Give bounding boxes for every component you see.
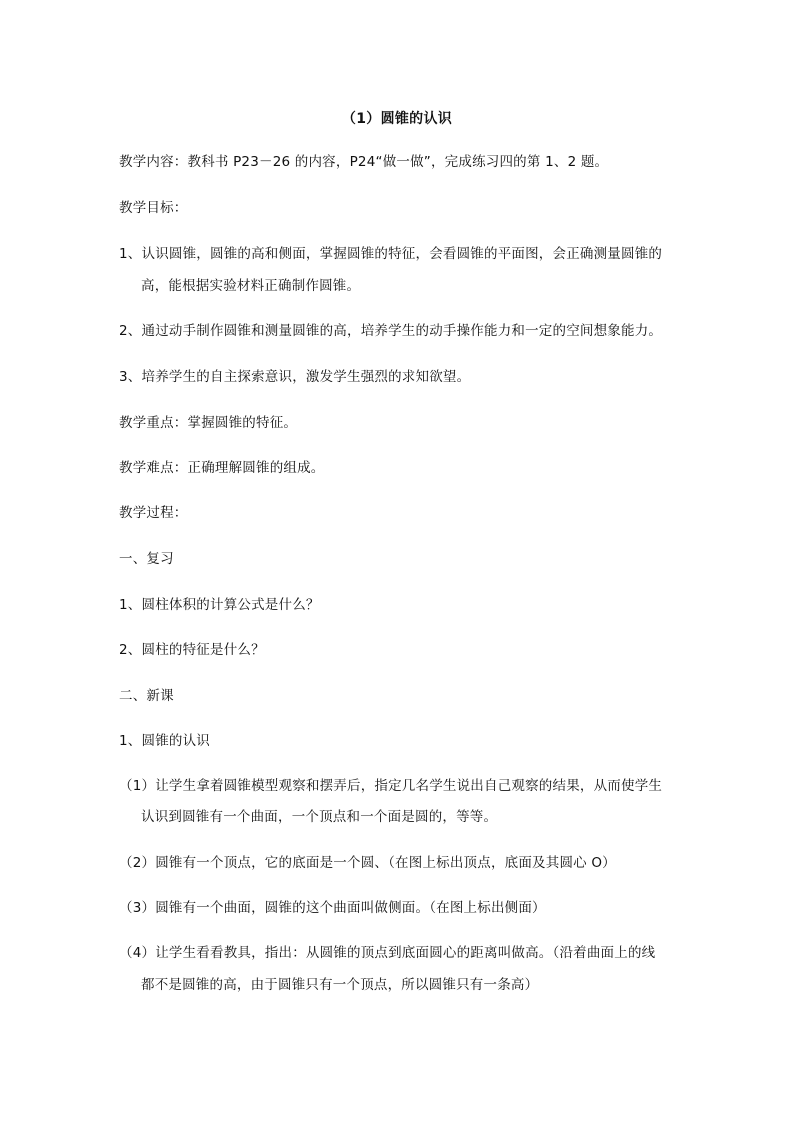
step-4-line-2: 都不是圆锥的高，由于圆锥只有一个顶点，所以圆锥只有一条高） <box>141 977 539 993</box>
new-lesson-heading: 二、新课 <box>119 688 174 704</box>
step-4-line-1: （4）让学生看看教具，指出：从圆锥的顶点到底面圆心的距离叫做高。（沿着曲面上的线 <box>119 945 656 961</box>
goal-3: 3、培养学生的自主探索意识，激发学生强烈的求知欲望。 <box>119 369 471 385</box>
process-heading: 教学过程： <box>119 505 188 521</box>
key-point: 教学重点：掌握圆锥的特征。 <box>119 415 298 431</box>
review-question-2: 2、圆柱的特征是什么？ <box>119 642 265 658</box>
review-question-1: 1、圆柱体积的计算公式是什么？ <box>119 597 320 613</box>
step-1-line-2: 认识到圆锥有一个曲面，一个顶点和一个面是圆的，等等。 <box>141 809 498 825</box>
teaching-goals-heading: 教学目标： <box>119 200 188 216</box>
step-3: （3）圆锥有一个曲面，圆锥的这个曲面叫做侧面。（在图上标出侧面） <box>119 900 546 916</box>
goal-1-line-1: 1、认识圆锥，圆锥的高和侧面，掌握圆锥的特征，会看圆锥的平面图，会正确测量圆锥的 <box>119 246 663 262</box>
lesson-title: （1）圆锥的认识 <box>341 111 453 127</box>
goal-1-line-2: 高，能根据实验材料正确制作圆锥。 <box>141 278 361 294</box>
step-1-line-1: （1）让学生拿着圆锥模型观察和摆弄后，指定几名学生说出自己观察的结果，从而使学生 <box>119 778 663 794</box>
goal-2: 2、通过动手制作圆锥和测量圆锥的高，培养学生的动手操作能力和一定的空间想象能力。 <box>119 323 663 339</box>
difficulty: 教学难点：正确理解圆锥的组成。 <box>119 460 325 476</box>
step-2: （2）圆锥有一个顶点，它的底面是一个圆、（在图上标出顶点，底面及其圆心 O） <box>119 855 616 871</box>
teaching-content: 教学内容：教科书 P23－26 的内容，P24“做一做”，完成练习四的第 1、2 题。 <box>119 154 609 170</box>
review-heading: 一、复习 <box>119 551 174 567</box>
new-lesson-subheading: 1、圆锥的认识 <box>119 733 210 749</box>
